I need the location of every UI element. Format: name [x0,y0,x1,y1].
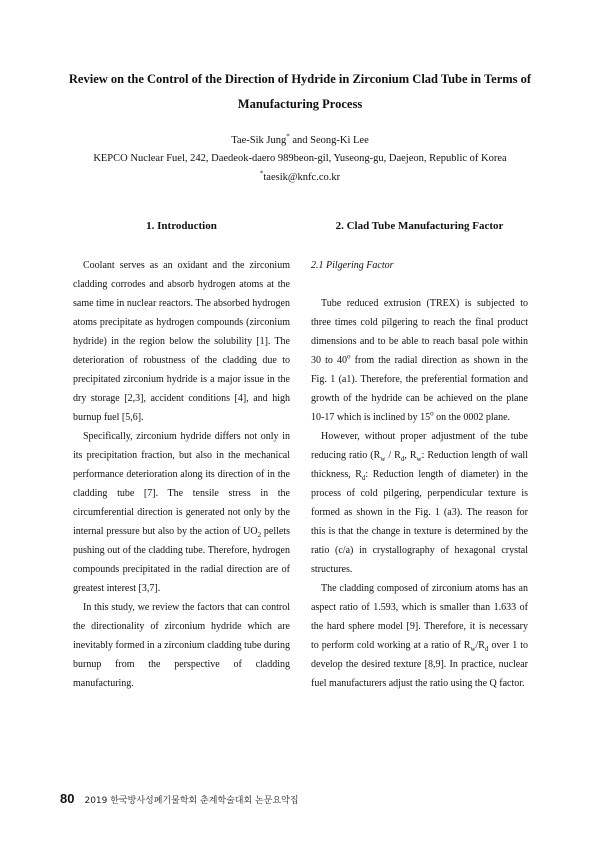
author-name: Tae-Sik Jung [231,135,287,146]
text-run: / R [385,450,401,461]
text-run: pellets pushing out of the cladding tube. Therefore, hydrogen compounds precipitated in the radial direction are of greatest interest [3,7]. [73,526,290,594]
subscript: 2 [257,531,262,539]
text-run: from the radial direction as shown in the Fig. 1 (a1). Therefore, the preferential formation and growth of the hydride can be achieved on the plane 10-17 which is inclined by 15 [311,355,528,423]
text-run: , R [404,450,417,461]
text-run: Tube reduced extrusion (TREX) is subjected to three times cold pilgering to reach the final product dimensions and to be able to reach basal pole within 30 to 40 [311,298,528,366]
pilgering-paragraph-2 [311,427,528,579]
degree-mark: o [430,409,434,418]
pilgering-paragraph-1 [311,294,528,427]
co-author: and Seong-Ki Lee [289,135,369,146]
page-number: 80 [60,791,75,806]
intro-paragraph-1: Coolant serves as an oxidant and the zirconium cladding corrodes and absorb hydrogen atoms at the same time in nuclear reactors. The absorbed hydrogen atoms precipitate as hydrogen compounds (zirconium hydride) in the region below the solubility [1]. The deterioration of robustness of the cladding due to precipitated zirconium hydride is a major issue in the dry storage [2,3], accident conditions [4], and high burnup fuel [5,6]. [73,260,290,423]
section-heading-introduction: 1. Introduction [146,220,217,232]
pilgering-paragraph-3 [311,579,528,693]
page-footer [60,791,299,811]
author-line [40,132,560,146]
text-run: : Reduction length of diameter) in the process of cold pilgering, perpendicular texture is formed as shown in the Fig. 1 (a3). The reason for this is that the change in texture is determined by the ratio (c/a) in crystallography of hexagonal crystal structures. [311,469,528,575]
text-run: : Reduction length of wall thickness, R [311,450,528,480]
left-column [73,216,290,693]
subscript: d [484,645,489,653]
paper-title: Review on the Control of the Direction of Hydride in Zirconium Clad Tube in Terms of Manufacturing Process [68,72,532,111]
email-line [40,169,560,183]
text-run: /R [475,640,485,651]
subscript: d [400,455,405,463]
text-run: However, without proper adjustment of the tube reducing ratio (R [311,431,528,461]
conference-name: 2019 한국방사성폐기물학회 춘계학술대회 논문요약집 [84,796,299,806]
email-address: taesik@knfc.co.kr [263,172,341,183]
text-run: Specifically, zirconium hydride differs not only in its precipitation fraction, but also in the mechanical performance deterioration along its direction of in the cladding tube [7]. The tensile stress in the circumferential direction is generated not only by the internal pressure but also by the action of UO [73,431,290,537]
intro-paragraph-3: In this study, we review the factors that can control the directionality of zirconium hydride which are inevitably formed in a zirconium cladding tube during burnup from the perspective of cladding manufacturing. [73,602,290,689]
subscript: d [361,474,366,482]
intro-paragraph-2 [73,427,290,598]
text-run: over 1 to develop the desired texture [8,9]. In practice, nuclear fuel manufacturers adjust the ratio using the Q factor. [311,640,529,689]
subscript: w [416,455,422,463]
text-run: The cladding composed of zirconium atoms has an aspect ratio of 1.593, which is smaller than 1.633 of the hard sphere model [9]. Therefore, it is necessary to perform cold working at a ratio of R [311,583,528,651]
corresponding-mark: * [259,169,264,178]
subsection-heading-pilgering: 2.1 Pilgering Factor [311,260,394,271]
section-heading-manufacturing: 2. Clad Tube Manufacturing Factor [335,220,504,232]
text-run: on the 0002 plane. [433,412,511,423]
corresponding-mark: * [286,132,290,141]
right-column [311,216,528,693]
subscript: w [380,455,386,463]
degree-mark: o [347,352,351,361]
subscript: w [470,645,476,653]
affiliation: KEPCO Nuclear Fuel, 242, Daedeok-daero 989beon-gil, Yuseong-gu, Daejeon, Republic of Korea [93,153,507,164]
